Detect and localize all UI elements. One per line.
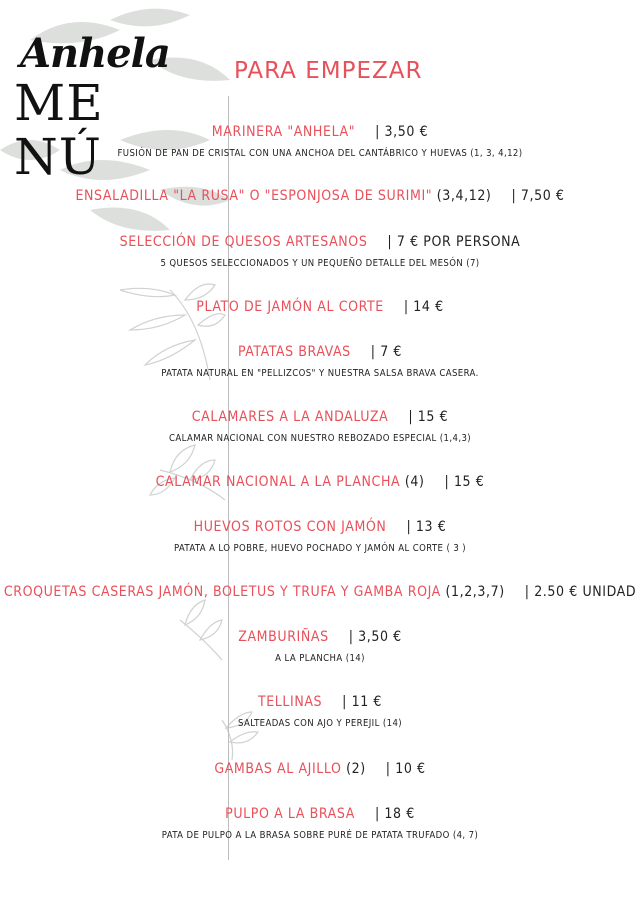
section-title: PARA EMPEZAR xyxy=(234,58,423,84)
menu-item xyxy=(0,475,640,489)
menu-item xyxy=(0,189,640,203)
menu-item xyxy=(0,630,640,664)
item-price: | 7 € POR PERSONA xyxy=(387,234,521,250)
item-name: ZAMBURIÑAS xyxy=(238,629,329,645)
item-name: MARINERA "ANHELA" xyxy=(211,124,356,140)
item-name: CROQUETAS CASERAS JAMÓN, BOLETUS Y TRUFA Y GAMBA ROJA xyxy=(3,584,441,600)
item-price: | 14 € xyxy=(403,299,444,315)
menu-item xyxy=(0,520,640,554)
item-name: CALAMAR NACIONAL A LA PLANCHA xyxy=(155,474,401,490)
item-name: CALAMARES A LA ANDALUZA xyxy=(191,409,389,425)
menu-item xyxy=(0,345,640,379)
item-price: | 15 € xyxy=(408,409,449,425)
item-allergens: (4) xyxy=(400,474,425,490)
item-price: | 10 € xyxy=(385,761,426,777)
logo-nu-text: NÚ xyxy=(14,128,102,186)
item-description: SALTEADAS CON AJO Y PEREJIL (14) xyxy=(237,718,403,729)
menu-item xyxy=(0,807,640,841)
item-name: PATATAS BRAVAS xyxy=(237,344,351,360)
item-name: SELECCIÓN DE QUESOS ARTESANOS xyxy=(119,234,368,250)
item-price: | 2.50 € UNIDAD xyxy=(524,584,637,600)
item-price: | 13 € xyxy=(406,519,447,535)
menu-item xyxy=(0,235,640,269)
logo-me-text: ME xyxy=(14,74,104,132)
item-price: | 7,50 € xyxy=(511,188,565,204)
item-description: FUSIÓN DE PAN DE CRISTAL CON UNA ANCHOA DEL CANTÁBRICO Y HUEVAS (1, 3, 4,12) xyxy=(117,148,523,159)
logo-script-text: Anhela xyxy=(20,30,170,77)
item-price: | 3,50 € xyxy=(375,124,429,140)
item-allergens: (2) xyxy=(341,761,366,777)
menu-item xyxy=(0,762,640,776)
menu-item xyxy=(0,125,640,159)
item-price: | 11 € xyxy=(342,694,383,710)
item-allergens: (1,2,3,7) xyxy=(440,584,505,600)
menu-item xyxy=(0,585,640,599)
item-name: ENSALADILLA "LA RUSA" O "ESPONJOSA DE SURIMI" xyxy=(75,188,433,204)
menu-item xyxy=(0,695,640,729)
item-name: PLATO DE JAMÓN AL CORTE xyxy=(196,299,384,315)
item-description: PATA DE PULPO A LA BRASA SOBRE PURÉ DE PATATA TRUFADO (4, 7) xyxy=(161,830,479,841)
menu-item xyxy=(0,410,640,444)
item-name: PULPO A LA BRASA xyxy=(225,806,355,822)
item-price: | 15 € xyxy=(444,474,485,490)
brand-logo xyxy=(8,30,183,190)
item-name: HUEVOS ROTOS CON JAMÓN xyxy=(193,519,387,535)
item-price: | 3,50 € xyxy=(348,629,402,645)
item-name: GAMBAS AL AJILLO xyxy=(214,761,342,777)
item-price: | 7 € xyxy=(370,344,403,360)
item-description: PATATA A LO POBRE, HUEVO POCHADO Y JAMÓN AL CORTE ( 3 ) xyxy=(173,543,467,554)
item-name: TELLINAS xyxy=(257,694,323,710)
menu-item xyxy=(0,300,640,314)
item-description: PATATA NATURAL EN "PELLIZCOS" Y NUESTRA SALSA BRAVA CASERA. xyxy=(161,368,479,379)
item-price: | 18 € xyxy=(374,806,415,822)
item-description: CALAMAR NACIONAL CON NUESTRO REBOZADO ESPECIAL (1,4,3) xyxy=(168,433,472,444)
item-description: A LA PLANCHA (14) xyxy=(275,653,365,664)
item-description: 5 QUESOS SELECCIONADOS Y UN PEQUEÑO DETALLE DEL MESÓN (7) xyxy=(160,258,480,269)
item-allergens: (3,4,12) xyxy=(432,188,492,204)
